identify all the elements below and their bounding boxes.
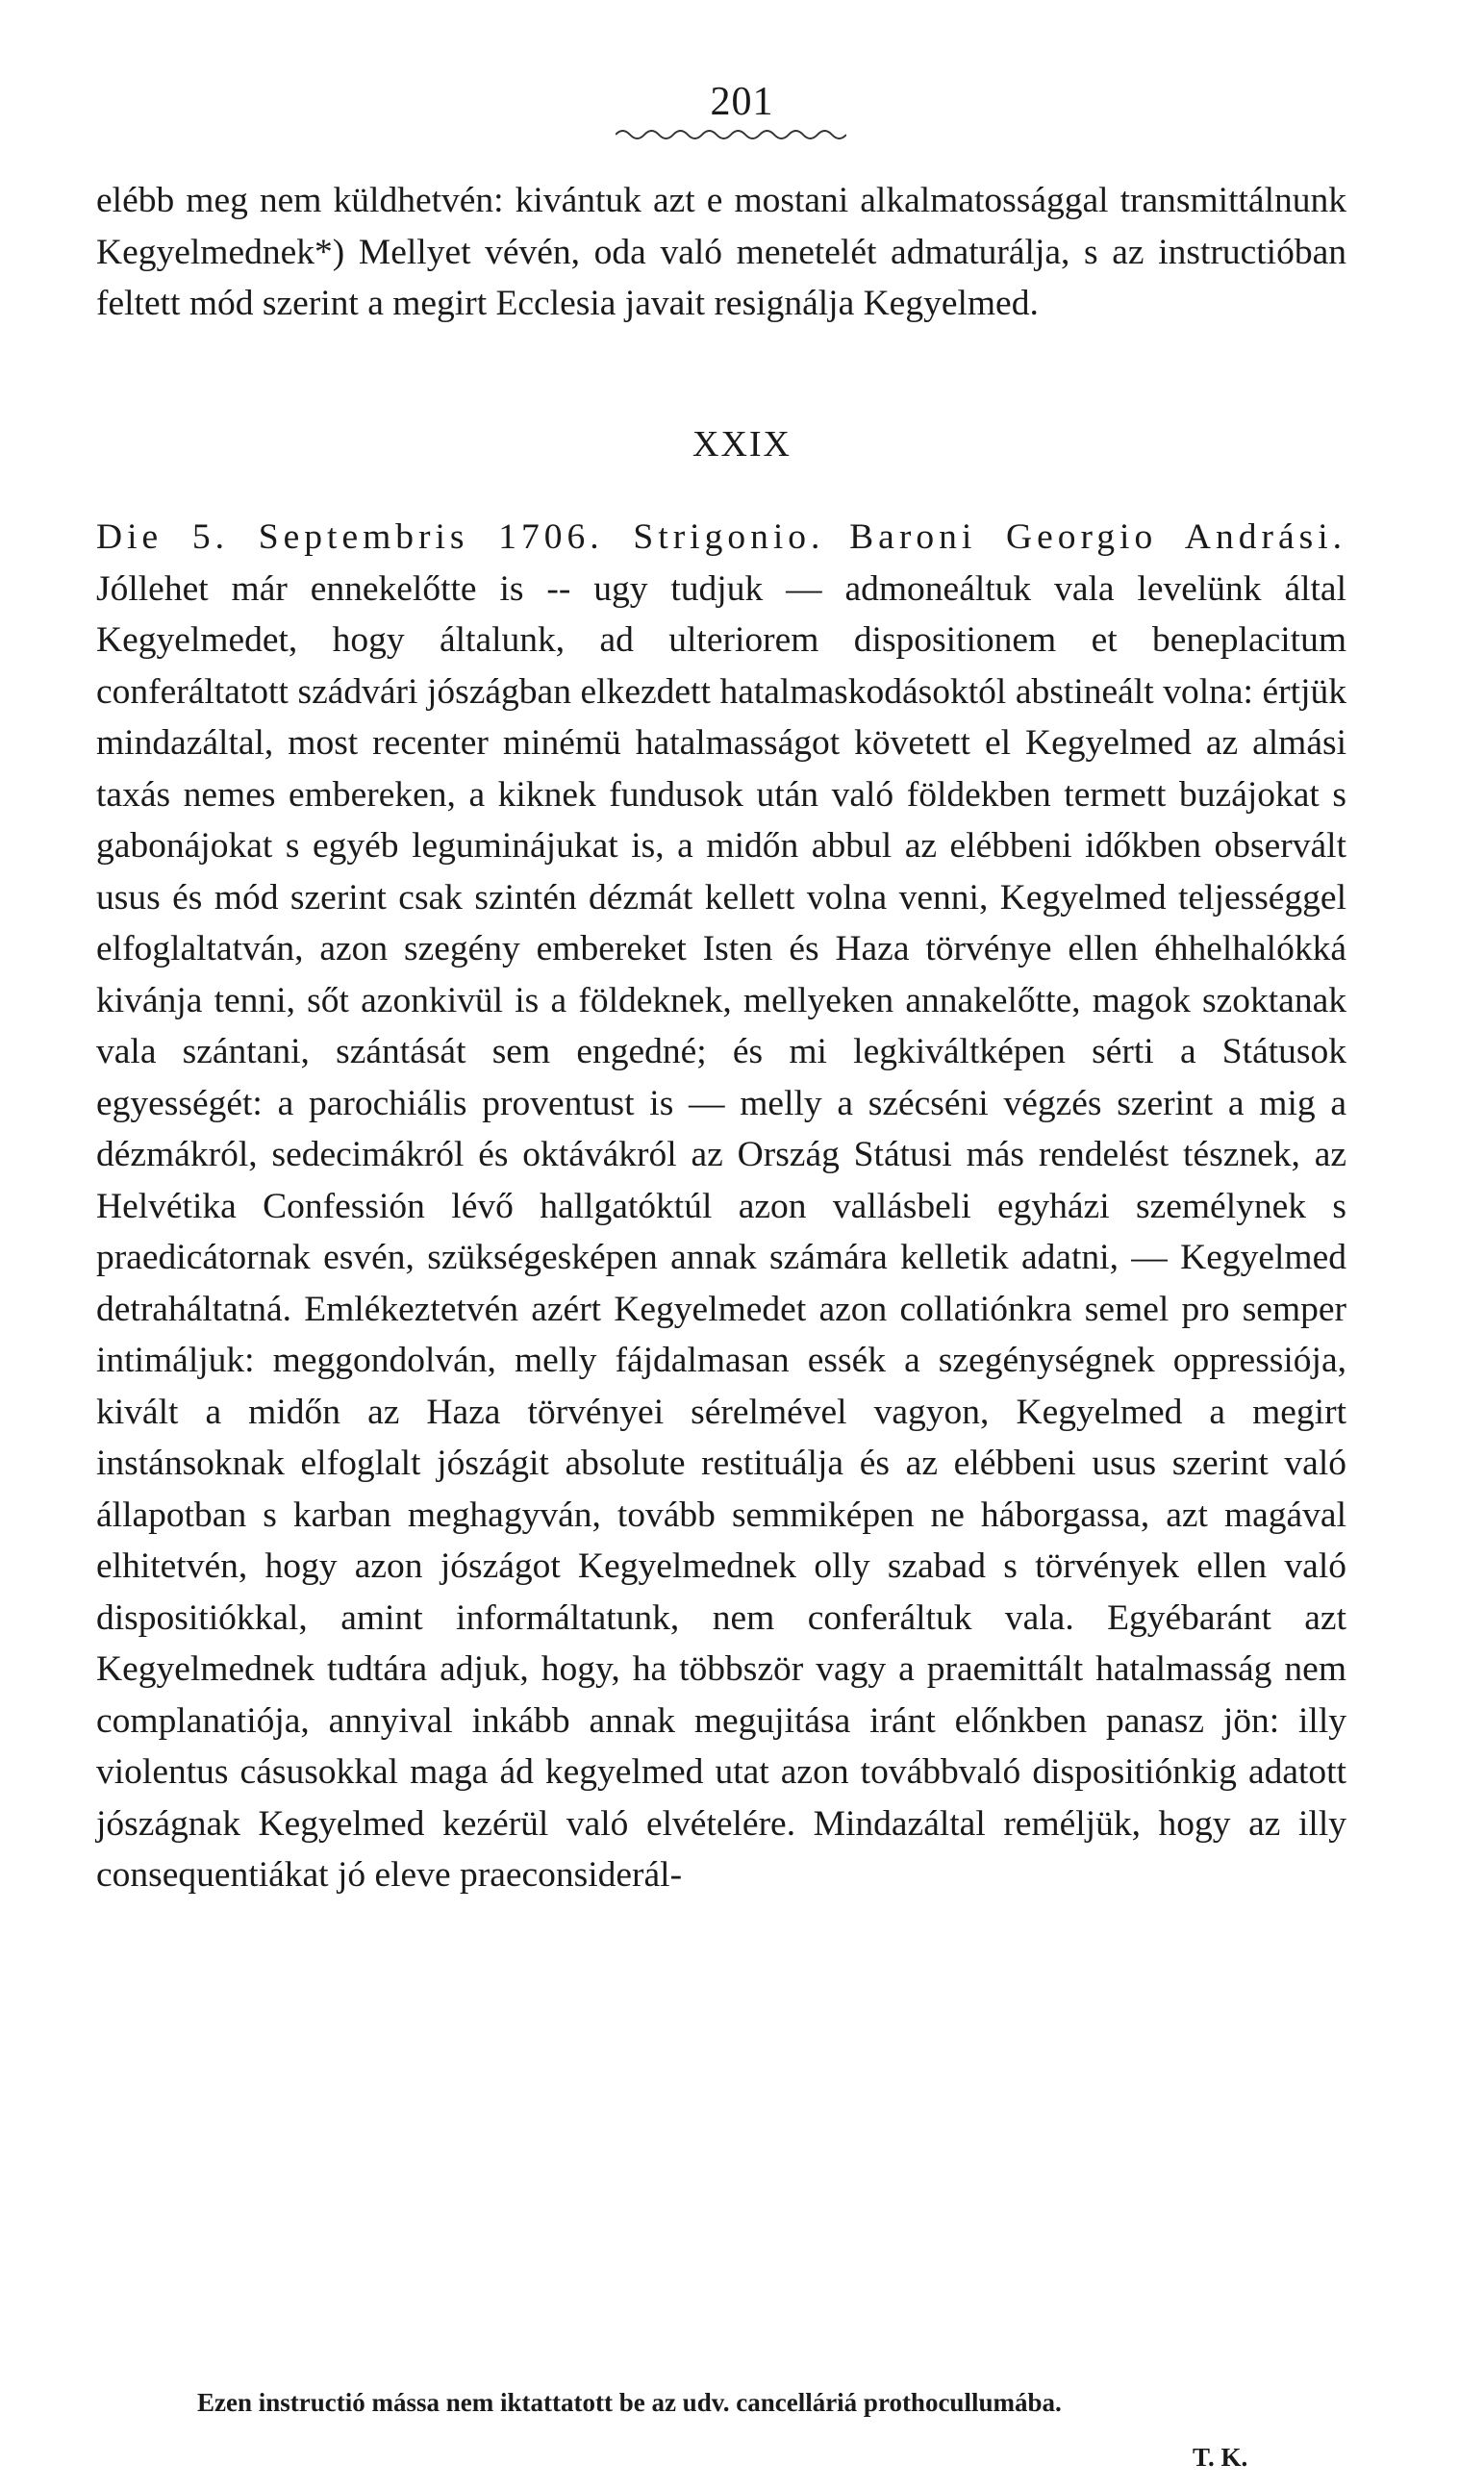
letter-paragraph	[96, 512, 1346, 1901]
date-place: Die 5. Septembris 1706. Strigonio.	[96, 517, 825, 557]
footnote: Ezen instructió mássa nem iktattatott be az udv. cancelláriá prothocullumába.	[197, 2388, 1062, 2417]
ornamental-rule	[616, 125, 846, 144]
addressee: Baroni Georgio Andrási.	[849, 517, 1346, 557]
intro-text: elébb meg nem küldhetvén: kivántuk azt e mostani alkalmatossággal transmittálnunk Kegyelmednek*) Mellyet vévén, oda való menetelét admaturálja, s az instructióban feltett mód szerint a megirt Ecclesia javait resignálja Kegyelmed.	[96, 181, 1346, 323]
page-number: 201	[710, 80, 774, 124]
section-numeral: XXIX	[692, 424, 792, 465]
letter-body	[96, 512, 1346, 1901]
intro-paragraph	[96, 175, 1346, 330]
footnote-initials: T. K.	[1193, 2443, 1248, 2472]
letter-text: Jóllehet már ennekelőtte is -- ugy tudjuk — admoneáltuk vala levelünk által Kegyelmedet, hogy általunk, ad ulteriorem dispositionem et beneplacitum conferáltatott szádvári jószágban elkezdett hatalmaskodásoktól abstineált volna: értjük mindazáltal, most recenter minémü hatalmasságot követett el Kegyelmed az almási taxás nemes embereken, a kiknek fundusok után való földekben termett buzájokat s gabonájokat s egyéb leguminájukat is, a midőn abbul az elébbeni időkben observált usus és mód szerint csak szintén dézmát kellett volna venni, Kegyelmed teljességgel elfoglaltatván, azon szegény embereket Isten és Haza törvénye ellen éhhelhalókká kivánja tenni, sőt azonkivül is a földeknek, mellyeken annakelőtte, magok szoktanak vala szántani, szántását sem engedné; és mi legkiváltképen sérti a Státusok egyességét: a parochiális proventust is — melly a szécséni végzés szerint a mig a dézmákról, sedecimákról és oktávákról az Ország Státusi más rendelést tésznek, az Helvétika Confessión lévő hallgatóktúl azon vallásbeli egyházi személynek s praedicátornak esvén, szükségesképen annak számára kelletik adatni, — Kegyelmed detraháltatná. Emlékeztetvén azért Kegyelmedet azon collatiónkra semel pro semper intimáljuk: meggondolván, melly fájdalmasan essék a szegénységnek oppressiója, kivált a midőn az Haza törvényei sérelmével vagyon, Kegyelmed a megirt instánsoknak elfoglalt jószágit absolute restituálja és az elébbeni usus szerint való állapotban s karban meghagyván, tovább semmiképen ne háborgassa, azt magával elhitetvén, hogy azon jószágot Kegyelmednek olly szabad s törvények ellen való dispositiókkal, amint informáltatunk, nem conferáltuk vala. Egyébaránt azt Kegyelmednek tudtára adjuk, hogy, ha többször vagy a praemittált hatalmasság nem complanatiója, annyival inkább annak megujitása iránt előnkben panasz jön: illy violentus cásusokkal maga ád kegyelmed utat azon továbbvaló dispositiónkig adatott jószágnak Kegyelmed kezérül való elvételére. Mindazáltal reméljük, hogy az illy consequentiákat jó eleve praeconsiderál-	[96, 568, 1346, 1895]
